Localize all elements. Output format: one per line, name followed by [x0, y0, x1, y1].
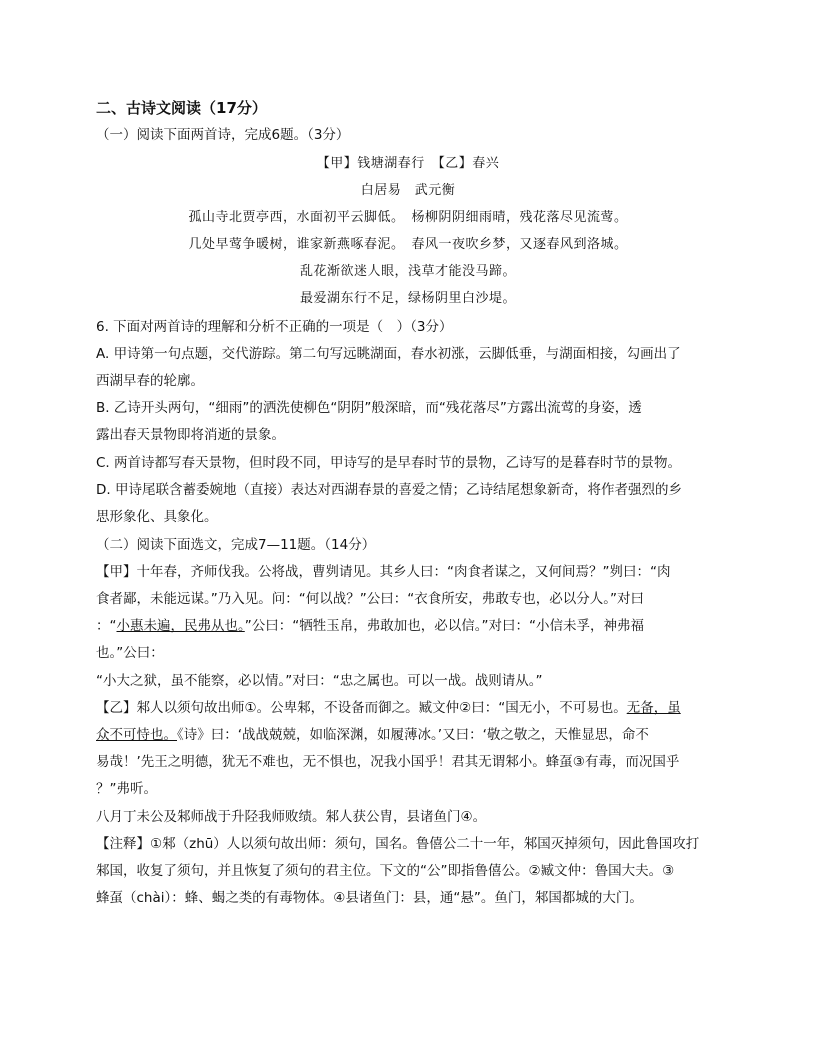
poem-line: 最爱湖东行不足，绿杨阴里白沙堤。 — [299, 291, 516, 306]
passage-yi-line: 易哉！’先王之明德，犹无不难也，无不惧也，况我小国乎！君其无谓邾小。蜂虿③有毒，而况国乎 — [96, 754, 680, 770]
part2-heading: （二）阅读下面选文，完成7—11题。（14分） — [96, 537, 376, 553]
passage-yi-line — [96, 698, 681, 718]
poem-authors: 白居易 武元衡 — [360, 183, 456, 198]
text: ：“ — [96, 618, 117, 634]
poem-line: 几处早莺争暖树，谁家新燕啄春泥。 春风一夜吹乡梦，又逐春风到洛城。 — [188, 237, 628, 252]
passage-jia-line: “小大之狱，虽不能察，必以情。”对曰：“忠之属也。可以一战。战则请从。” — [96, 673, 543, 689]
part1-heading: （一）阅读下面两首诗，完成6题。（3分） — [96, 127, 350, 143]
passage-jia-line: 【甲】十年春，齐师伐我。公将战，曹刿请见。其乡人曰：“肉食者谋之，又何间焉？”刿曰：“肉 — [96, 564, 671, 580]
annotation-line: 邾国，收复了须句，并且恢复了须句的君主位。下文的“公”即指鲁僖公。②臧文仲：鲁国大夫。③ — [96, 863, 675, 879]
passage-yi-line — [96, 725, 649, 745]
underlined-sentence: 众不可恃也。 — [96, 727, 177, 743]
text: 《诗》曰：‘战战兢兢，如临深渊，如履薄冰。’又曰：‘敬之敬之，天惟显思，命不 — [177, 727, 649, 743]
section-title: 二、古诗文阅读（17分） — [96, 99, 267, 117]
passage-jia-line: 食者鄙，未能远谋。”乃入见。问：“何以战？”公曰：“衣食所安，弗敢专也，必以分人。”对曰 — [96, 591, 644, 607]
underlined-sentence: 无备，虽 — [626, 700, 681, 716]
option-a: A. 甲诗第一句点题，交代游踪。第二句写远眺湖面，春水初涨，云脚低垂，与湖面相接，勾画出了 — [96, 346, 681, 362]
passage-yi-line: ？”弗听。 — [96, 781, 157, 797]
annotation-line: 蜂虿（chài）：蜂、蝎之类的有毒物体。④县诸鱼门：县，通“悬”。鱼门，邾国都城的大门。 — [96, 890, 643, 906]
annotation-line: 【注释】①邾（zhū）人以须句故出师：须句，国名。鲁僖公二十一年，邾国灭掉须句，因此鲁国攻打 — [96, 836, 700, 852]
option-b-cont: 露出春天景物即将消逝的景象。 — [96, 427, 285, 443]
poem-titles: 【甲】钱塘湖春行 【乙】春兴 — [316, 156, 500, 171]
option-c: C. 两首诗都写春天景物，但时段不同，甲诗写的是早春时节的景物，乙诗写的是暮春时节的景物。 — [96, 455, 682, 471]
poem-line: 孤山寺北贾亭西，水面初平云脚低。 杨柳阴阴细雨晴，残花落尽见流莺。 — [188, 210, 628, 225]
text: ”公曰：“牺牲玉帛，弗敢加也，必以信。”对曰：“小信未孚，神弗福 — [244, 618, 644, 634]
passage-yi-line: 八月丁未公及邾师战于升陉我师败绩。邾人获公胄，县诸鱼门④。 — [96, 809, 487, 825]
text: 【乙】邾人以须句故出师①。公卑邾，不设备而御之。臧文仲②曰：“国无小，不可易也。 — [96, 700, 627, 716]
passage-jia-line — [96, 616, 644, 636]
option-d: D. 甲诗尾联含蓄委婉地（直接）表达对西湖春景的喜爱之情；乙诗结尾想象新奇，将作者强烈的乡 — [96, 482, 682, 498]
option-a-cont: 西湖早春的轮廓。 — [96, 373, 204, 389]
poem-line: 乱花渐欲迷人眼，浅草才能没马蹄。 — [299, 264, 516, 279]
option-d-cont: 思形象化、具象化。 — [96, 509, 218, 525]
question-6-stem: 6. 下面对两首诗的理解和分析不正确的一项是（ ）（3分） — [96, 319, 453, 335]
option-b: B. 乙诗开头两句，“细雨”的洒洗使柳色“阴阴”般深暗，而“残花落尽”方露出流莺的身姿，透 — [96, 400, 642, 416]
passage-jia-line: 也。”公曰： — [96, 645, 164, 661]
underlined-sentence: 小惠未遍，民弗从也。 — [116, 618, 245, 634]
